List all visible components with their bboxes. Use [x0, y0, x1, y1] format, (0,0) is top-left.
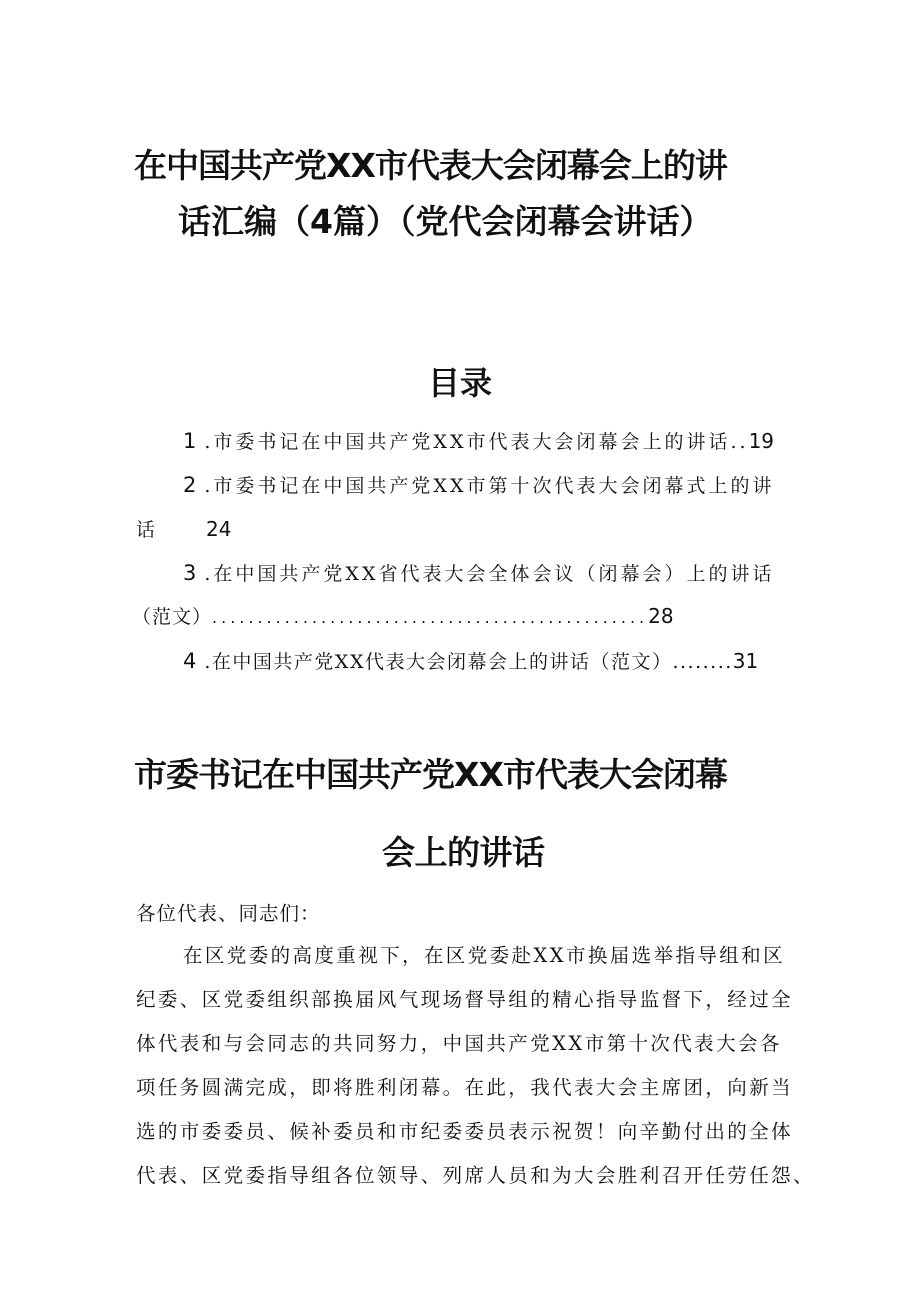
paragraph-line-1: 在区党委的高度重视下，在区党委赴XX市换届选举指导组和区	[183, 944, 785, 967]
toc-item-text-cont: （范文）	[132, 606, 213, 628]
toc-item-2-continuation[interactable]	[136, 515, 231, 542]
toc-item-2[interactable]	[183, 471, 774, 498]
toc-item-text: .在中国共产党XX代表大会闭幕会上的讲话（范文）........	[204, 651, 733, 673]
toc-item-number: 1	[183, 429, 197, 453]
toc-item-1[interactable]	[183, 427, 774, 454]
toc-item-text: .市委书记在中国共产党XX市代表大会闭幕会上的讲话..	[204, 431, 749, 453]
toc-heading: 目录	[427, 364, 492, 402]
paragraph-line-6: 代表、区党委指导组各位领导、列席人员和为大会胜利召开任劳任怨、	[136, 1164, 815, 1187]
paragraph-line-5: 选的市委委员、候补委员和市纪委委员表示祝贺！向辛勤付出的全体	[136, 1120, 794, 1143]
paragraph-line-3: 体代表和与会同志的共同努力，中国共产党XX市第十次代表大会各	[136, 1032, 782, 1055]
toc-item-page: 28	[648, 604, 674, 628]
toc-item-number: 3	[183, 561, 197, 585]
toc-item-page: 24	[206, 517, 232, 541]
toc-item-3[interactable]	[183, 559, 774, 586]
paragraph-line-4: 项任务圆满完成，即将胜利闭幕。在此，我代表大会主席团，向新当	[136, 1076, 794, 1099]
section-title-line-2: 会上的讲话	[382, 833, 545, 872]
toc-item-text: .市委书记在中国共产党XX市第十次代表大会闭幕式上的讲	[204, 475, 775, 497]
toc-item-text: .在中国共产党XX省代表大会全体会议（闭幕会）上的讲话	[204, 563, 775, 585]
toc-item-page: 31	[732, 649, 759, 673]
doc-title-line-1: 在中国共产党XX市代表大会闭幕会上的讲	[134, 146, 727, 185]
section-title-line-1: 市委书记在中国共产党XX市代表大会闭幕	[134, 755, 727, 794]
toc-leader-dots: ................................................	[212, 608, 649, 627]
toc-item-text-cont: 话	[136, 519, 159, 541]
paragraph-line-2: 纪委、区党委组织部换届风气现场督导组的精心指导监督下，经过全	[136, 988, 794, 1011]
toc-item-3-continuation[interactable]	[132, 602, 674, 629]
salutation: 各位代表、同志们：	[136, 902, 321, 925]
toc-item-4[interactable]	[183, 647, 758, 674]
doc-title-line-2: 话汇编（4篇）（党代会闭幕会讲话）	[178, 202, 713, 241]
toc-item-number: 2	[183, 473, 197, 497]
toc-item-number: 4	[183, 649, 197, 673]
toc-item-page: 19	[748, 429, 775, 453]
